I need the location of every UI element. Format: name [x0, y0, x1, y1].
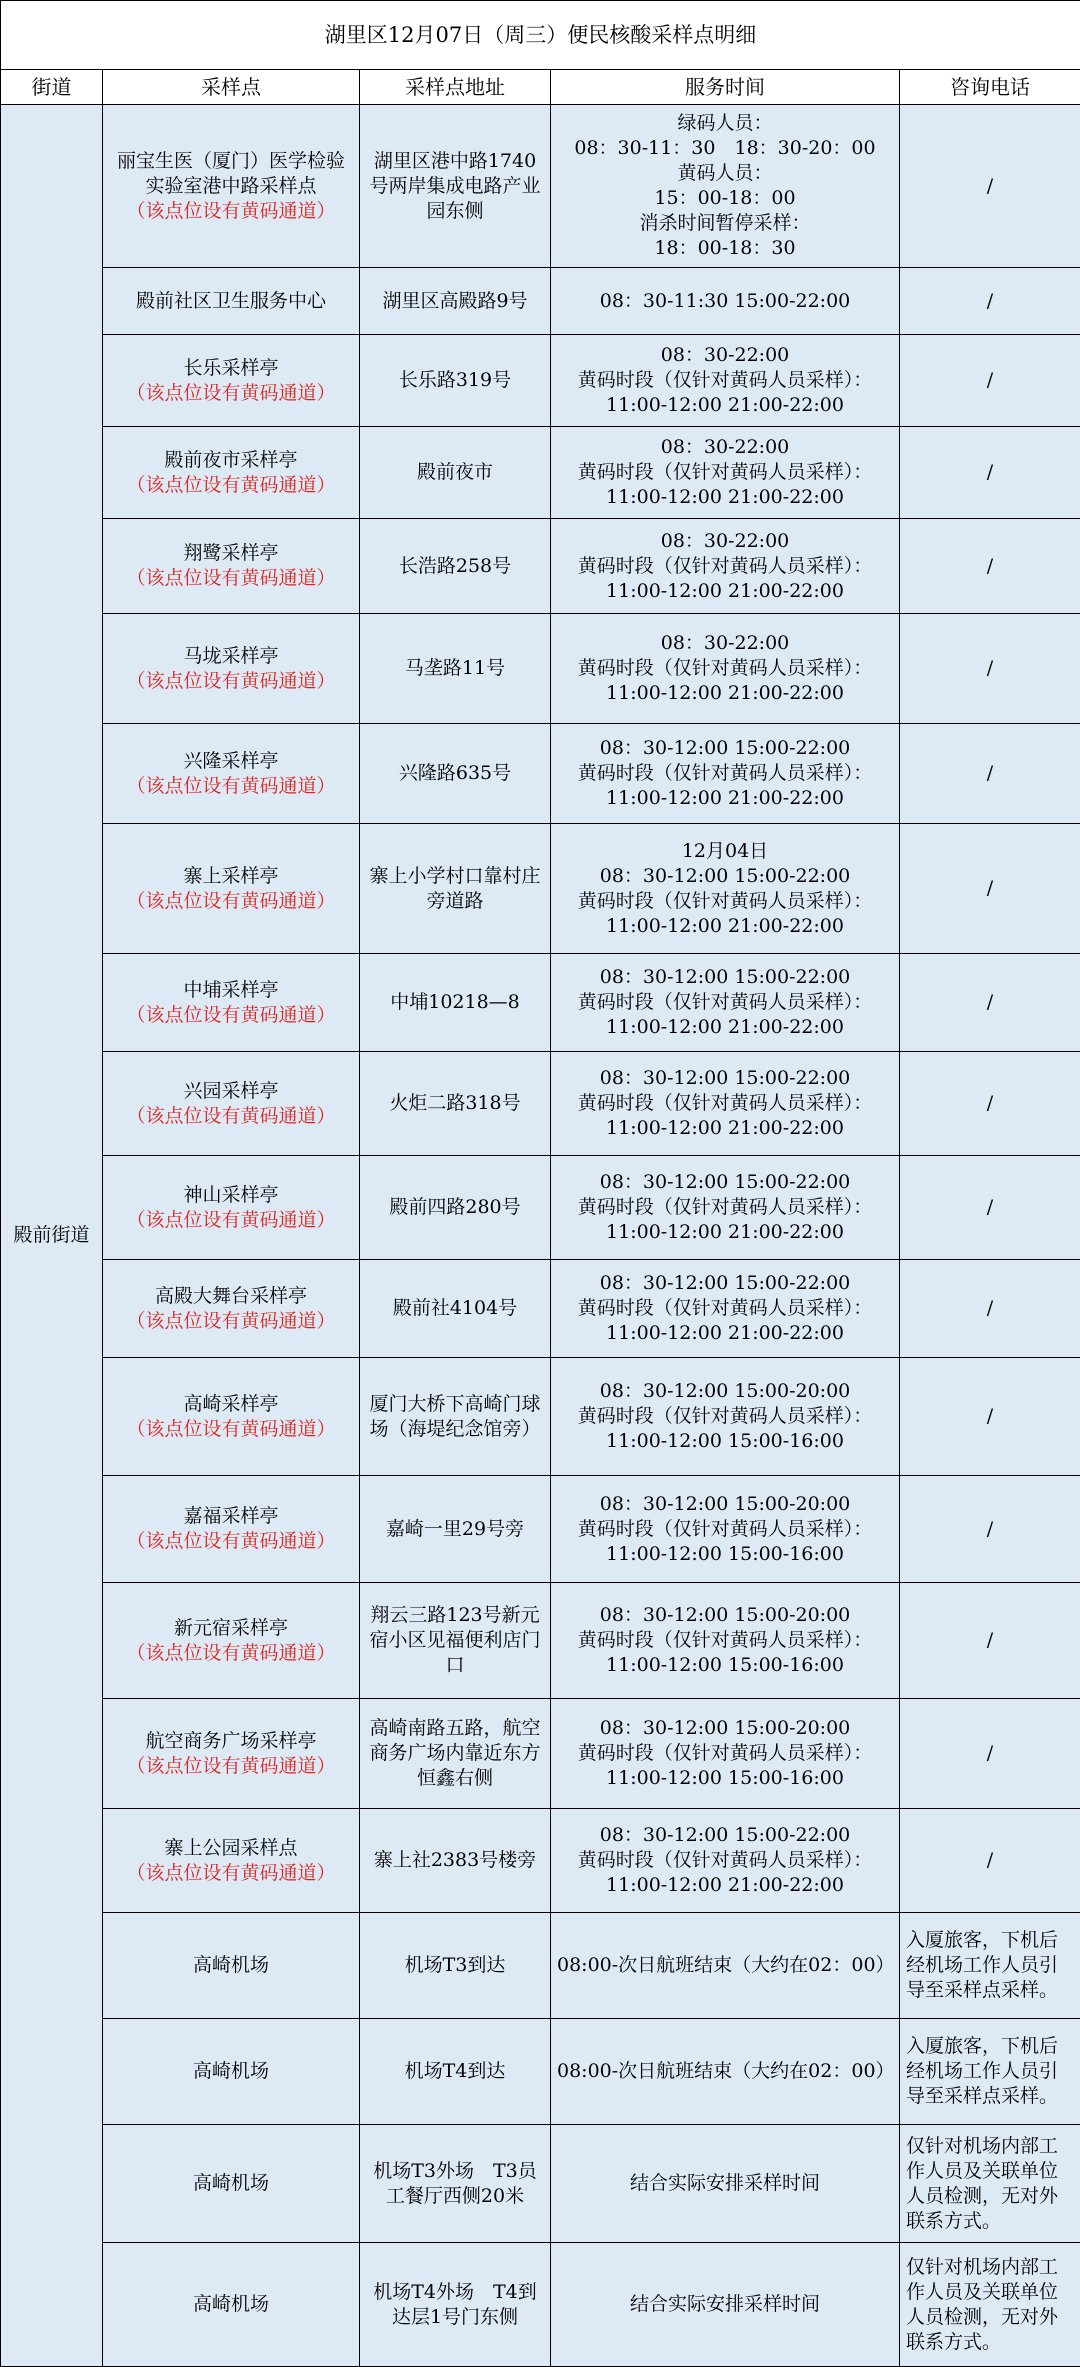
hours-cell [551, 2243, 900, 2367]
yellow-channel-note: （该点位设有黄码通道） [109, 1861, 353, 1886]
table-row [1, 954, 1080, 1052]
site-cell [103, 1052, 360, 1156]
address-cell: 寨上小学村口靠村庄旁道路 [360, 824, 551, 954]
site-cell [103, 335, 360, 427]
yellow-channel-note: （该点位设有黄码通道） [109, 1208, 353, 1233]
hours-cell [551, 268, 900, 335]
table-row [1, 2125, 1080, 2243]
site-cell [103, 2019, 360, 2125]
table-row [1, 2019, 1080, 2125]
hours-line: 黄码时段（仅针对黄码人员采样）： [557, 1848, 893, 1873]
site-name: 兴园采样亭 [109, 1079, 353, 1104]
hours-line: 08：30-11:30 15:00-22:00 [557, 289, 893, 314]
site-cell [103, 105, 360, 268]
hours-line: 08：30-22:00 [557, 631, 893, 656]
hours-line: 08：30-12:00 15:00-22:00 [557, 1823, 893, 1848]
hours-line: 08：30-22:00 [557, 435, 893, 460]
table-row [1, 1476, 1080, 1583]
phone-cell: 入厦旅客，下机后经机场工作人员引导至采样点采样。 [900, 2019, 1080, 2125]
phone-cell: / [900, 1476, 1080, 1583]
site-name: 新元宿采样亭 [109, 1616, 353, 1641]
hours-line: 08：30-12:00 15:00-20:00 [557, 1379, 893, 1404]
hours-line: 11:00-12:00 21:00-22:00 [557, 1116, 893, 1141]
hours-line: 08：30-22:00 [557, 529, 893, 554]
table-row [1, 724, 1080, 824]
site-name: 殿前社区卫生服务中心 [109, 289, 353, 314]
site-cell [103, 427, 360, 519]
hours-cell [551, 1260, 900, 1358]
site-cell [103, 1156, 360, 1260]
hours-cell [551, 824, 900, 954]
hours-cell [551, 2019, 900, 2125]
table-title: 湖里区12月07日（周三）便民核酸采样点明细 [1, 1, 1080, 70]
phone-cell: / [900, 427, 1080, 519]
site-name: 高崎机场 [109, 1953, 353, 1978]
table-row [1, 1699, 1080, 1809]
address-cell: 长乐路319号 [360, 335, 551, 427]
site-cell [103, 268, 360, 335]
yellow-channel-note: （该点位设有黄码通道） [109, 1417, 353, 1442]
hours-line: 08：30-12:00 15:00-20:00 [557, 1716, 893, 1741]
address-cell: 中埔10218—8 [360, 954, 551, 1052]
table-row [1, 1156, 1080, 1260]
site-cell [103, 2243, 360, 2367]
phone-cell: 仅针对机场内部工作人员及关联单位人员检测，无对外联系方式。 [900, 2125, 1080, 2243]
address-cell: 嘉崎一里29号旁 [360, 1476, 551, 1583]
hours-line: 11:00-12:00 21:00-22:00 [557, 1873, 893, 1898]
hours-line: 08：30-11：30 18：30-20：00 [557, 136, 893, 161]
hours-cell [551, 1583, 900, 1699]
hours-line: 黄码时段（仅针对黄码人员采样）： [557, 990, 893, 1015]
hours-line: 08:00-次日航班结束（大约在02：00） [557, 1953, 893, 1978]
hours-line: 11:00-12:00 21:00-22:00 [557, 786, 893, 811]
hours-line: 11:00-12:00 15:00-16:00 [557, 1542, 893, 1567]
site-cell [103, 1699, 360, 1809]
site-cell [103, 1260, 360, 1358]
hours-line: 绿码人员： [557, 111, 893, 136]
hours-line: 黄码时段（仅针对黄码人员采样）： [557, 656, 893, 681]
hours-cell [551, 1476, 900, 1583]
phone-cell: / [900, 724, 1080, 824]
site-cell [103, 724, 360, 824]
table-row [1, 1583, 1080, 1699]
phone-cell: / [900, 1358, 1080, 1476]
hours-line: 11:00-12:00 15:00-16:00 [557, 1653, 893, 1678]
yellow-channel-note: （该点位设有黄码通道） [109, 1529, 353, 1554]
table-row [1, 335, 1080, 427]
address-cell: 机场T4外场 T4到达层1号门东侧 [360, 2243, 551, 2367]
hours-line: 11:00-12:00 21:00-22:00 [557, 393, 893, 418]
site-name: 寨上公园采样点 [109, 1836, 353, 1861]
phone-cell: / [900, 1260, 1080, 1358]
address-cell: 厦门大桥下高崎门球场（海堤纪念馆旁） [360, 1358, 551, 1476]
hours-line: 11:00-12:00 21:00-22:00 [557, 1015, 893, 1040]
hours-line: 11:00-12:00 15:00-16:00 [557, 1429, 893, 1454]
table-row [1, 1052, 1080, 1156]
table-row [1, 824, 1080, 954]
site-name: 高崎机场 [109, 2292, 353, 2317]
hours-line: 黄码时段（仅针对黄码人员采样）： [557, 1091, 893, 1116]
hours-cell [551, 2125, 900, 2243]
hours-line: 黄码时段（仅针对黄码人员采样）： [557, 1628, 893, 1653]
hours-cell [551, 614, 900, 724]
phone-cell: / [900, 1699, 1080, 1809]
hours-line: 08：30-12:00 15:00-20:00 [557, 1603, 893, 1628]
hours-line: 11:00-12:00 21:00-22:00 [557, 485, 893, 510]
phone-cell: / [900, 1052, 1080, 1156]
phone-cell: / [900, 519, 1080, 614]
phone-cell: / [900, 268, 1080, 335]
table-row [1, 1260, 1080, 1358]
hours-line: 11:00-12:00 21:00-22:00 [557, 1220, 893, 1245]
yellow-channel-note: （该点位设有黄码通道） [109, 1309, 353, 1334]
site-cell [103, 1358, 360, 1476]
address-cell: 火炬二路318号 [360, 1052, 551, 1156]
hours-line: 黄码时段（仅针对黄码人员采样）： [557, 554, 893, 579]
yellow-channel-note: （该点位设有黄码通道） [109, 473, 353, 498]
hours-line: 12月04日 [557, 839, 893, 864]
hours-line: 08：30-12:00 15:00-20:00 [557, 1492, 893, 1517]
header-hours: 服务时间 [551, 70, 900, 105]
hours-line: 11:00-12:00 15:00-16:00 [557, 1766, 893, 1791]
hours-line: 11:00-12:00 21:00-22:00 [557, 579, 893, 604]
table-row [1, 427, 1080, 519]
hours-cell [551, 1052, 900, 1156]
hours-cell [551, 335, 900, 427]
yellow-channel-note: （该点位设有黄码通道） [109, 889, 353, 914]
address-cell: 寨上社2383号楼旁 [360, 1809, 551, 1913]
table-row [1, 1809, 1080, 1913]
phone-cell: / [900, 1809, 1080, 1913]
site-name: 高殿大舞台采样亭 [109, 1284, 353, 1309]
hours-cell [551, 1699, 900, 1809]
table-row [1, 1913, 1080, 2019]
yellow-channel-note: （该点位设有黄码通道） [109, 669, 353, 694]
phone-cell: / [900, 105, 1080, 268]
site-name: 神山采样亭 [109, 1183, 353, 1208]
site-name: 兴隆采样亭 [109, 749, 353, 774]
yellow-channel-note: （该点位设有黄码通道） [109, 199, 353, 224]
site-name: 高崎采样亭 [109, 1392, 353, 1417]
site-name: 翔鹭采样亭 [109, 541, 353, 566]
hours-line: 结合实际安排采样时间 [557, 2171, 893, 2196]
hours-line: 15：00-18：00 [557, 186, 893, 211]
hours-line: 18：00-18：30 [557, 236, 893, 261]
hours-line: 11:00-12:00 21:00-22:00 [557, 1321, 893, 1346]
table-row [1, 1358, 1080, 1476]
hours-cell [551, 1358, 900, 1476]
address-cell: 翔云三路123号新元宿小区见福便利店门口 [360, 1583, 551, 1699]
site-name: 丽宝生医（厦门）医学检验实验室港中路采样点 [109, 149, 353, 199]
address-cell: 马垄路11号 [360, 614, 551, 724]
phone-cell: / [900, 614, 1080, 724]
street-cell: 殿前街道 [1, 105, 103, 2367]
phone-cell: / [900, 954, 1080, 1052]
hours-cell [551, 724, 900, 824]
site-cell [103, 1476, 360, 1583]
phone-cell: 入厦旅客，下机后经机场工作人员引导至采样点采样。 [900, 1913, 1080, 2019]
hours-line: 08：30-12:00 15:00-22:00 [557, 965, 893, 990]
address-cell: 机场T3到达 [360, 1913, 551, 2019]
hours-cell [551, 105, 900, 268]
yellow-channel-note: （该点位设有黄码通道） [109, 381, 353, 406]
hours-line: 11:00-12:00 21:00-22:00 [557, 914, 893, 939]
table-row [1, 614, 1080, 724]
phone-cell: / [900, 1156, 1080, 1260]
address-cell: 长浩路258号 [360, 519, 551, 614]
hours-line: 黄码时段（仅针对黄码人员采样）： [557, 460, 893, 485]
site-name: 长乐采样亭 [109, 356, 353, 381]
header-street: 街道 [1, 70, 103, 105]
hours-line: 黄码时段（仅针对黄码人员采样）： [557, 368, 893, 393]
yellow-channel-note: （该点位设有黄码通道） [109, 1003, 353, 1028]
hours-cell [551, 1809, 900, 1913]
site-name: 航空商务广场采样亭 [109, 1729, 353, 1754]
site-name: 高崎机场 [109, 2059, 353, 2084]
hours-line: 黄码时段（仅针对黄码人员采样）： [557, 761, 893, 786]
hours-line: 08：30-12:00 15:00-22:00 [557, 864, 893, 889]
address-cell: 机场T4到达 [360, 2019, 551, 2125]
hours-line: 黄码时段（仅针对黄码人员采样）： [557, 1517, 893, 1542]
site-cell [103, 2125, 360, 2243]
hours-line: 11:00-12:00 21:00-22:00 [557, 681, 893, 706]
phone-cell: / [900, 1583, 1080, 1699]
hours-line: 08:00-次日航班结束（大约在02：00） [557, 2059, 893, 2084]
site-name: 寨上采样亭 [109, 864, 353, 889]
table-row [1, 268, 1080, 335]
address-cell: 湖里区高殿路9号 [360, 268, 551, 335]
phone-cell: 仅针对机场内部工作人员及关联单位人员检测，无对外联系方式。 [900, 2243, 1080, 2367]
hours-line: 08：30-12:00 15:00-22:00 [557, 1271, 893, 1296]
site-cell [103, 1913, 360, 2019]
address-cell: 殿前社4104号 [360, 1260, 551, 1358]
address-cell: 高崎南路五路，航空商务广场内靠近东方恒鑫右侧 [360, 1699, 551, 1809]
site-cell [103, 1583, 360, 1699]
hours-cell [551, 1913, 900, 2019]
yellow-channel-note: （该点位设有黄码通道） [109, 774, 353, 799]
yellow-channel-note: （该点位设有黄码通道） [109, 566, 353, 591]
site-cell [103, 1809, 360, 1913]
address-cell: 殿前四路280号 [360, 1156, 551, 1260]
hours-line: 结合实际安排采样时间 [557, 2292, 893, 2317]
site-name: 嘉福采样亭 [109, 1504, 353, 1529]
hours-line: 黄码时段（仅针对黄码人员采样）： [557, 1195, 893, 1220]
hours-line: 黄码时段（仅针对黄码人员采样）： [557, 889, 893, 914]
header-address: 采样点地址 [360, 70, 551, 105]
hours-cell [551, 519, 900, 614]
site-cell [103, 614, 360, 724]
site-name: 马垅采样亭 [109, 644, 353, 669]
hours-line: 08：30-22:00 [557, 343, 893, 368]
hours-cell [551, 427, 900, 519]
table-row [1, 519, 1080, 614]
hours-line: 08：30-12:00 15:00-22:00 [557, 1066, 893, 1091]
site-cell [103, 954, 360, 1052]
table-row [1, 105, 1080, 268]
hours-line: 黄码时段（仅针对黄码人员采样）： [557, 1296, 893, 1321]
hours-cell [551, 1156, 900, 1260]
header-site: 采样点 [103, 70, 360, 105]
address-cell: 殿前夜市 [360, 427, 551, 519]
hours-line: 消杀时间暂停采样： [557, 211, 893, 236]
phone-cell: / [900, 824, 1080, 954]
yellow-channel-note: （该点位设有黄码通道） [109, 1754, 353, 1779]
hours-line: 黄码时段（仅针对黄码人员采样）： [557, 1741, 893, 1766]
hours-line: 08：30-12:00 15:00-22:00 [557, 1170, 893, 1195]
table-row [1, 2243, 1080, 2367]
header-phone: 咨询电话 [900, 70, 1080, 105]
address-cell: 兴隆路635号 [360, 724, 551, 824]
yellow-channel-note: （该点位设有黄码通道） [109, 1641, 353, 1666]
address-cell: 湖里区港中路1740号两岸集成电路产业园东侧 [360, 105, 551, 268]
yellow-channel-note: （该点位设有黄码通道） [109, 1104, 353, 1129]
hours-line: 黄码时段（仅针对黄码人员采样）： [557, 1404, 893, 1429]
site-cell [103, 519, 360, 614]
site-name: 殿前夜市采样亭 [109, 448, 353, 473]
site-name: 高崎机场 [109, 2171, 353, 2196]
site-name: 中埔采样亭 [109, 978, 353, 1003]
hours-line: 08：30-12:00 15:00-22:00 [557, 736, 893, 761]
hours-cell [551, 954, 900, 1052]
site-cell [103, 824, 360, 954]
phone-cell: / [900, 335, 1080, 427]
hours-line: 黄码人员： [557, 161, 893, 186]
address-cell: 机场T3外场 T3员工餐厅西侧20米 [360, 2125, 551, 2243]
